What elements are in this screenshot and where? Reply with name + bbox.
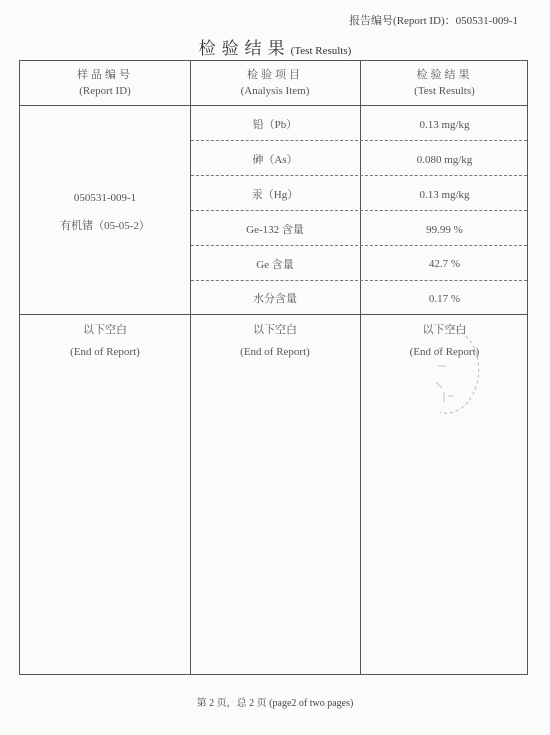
row-separator — [191, 280, 527, 281]
sample-id: 050531-009-1 — [73, 192, 137, 204]
analysis-item: 砷（As） — [252, 154, 298, 166]
seal-stamp-icon — [420, 322, 490, 422]
end-marker-en: (End of Report) — [70, 346, 140, 358]
header-zh: 检验项目 — [247, 69, 303, 81]
test-result: 42.7 % — [428, 258, 461, 270]
end-of-report-marker — [20, 319, 190, 363]
test-result: 99.99 % — [426, 224, 463, 236]
end-of-report-marker — [190, 319, 360, 363]
title-zh: 检验结果 — [198, 39, 291, 58]
test-result: 0.17 % — [428, 293, 461, 305]
end-marker-zh: 以下空白 — [83, 324, 127, 336]
header-divider — [20, 105, 527, 106]
analysis-item: 汞（Hg） — [251, 189, 299, 201]
header-zh: 检验结果 — [416, 69, 473, 81]
header-zh: 样品编号 — [77, 69, 133, 81]
analysis-item: Ge 含量 — [256, 259, 294, 271]
page-title — [0, 34, 550, 59]
header-sample-id — [20, 61, 190, 105]
analysis-item: 水分含量 — [253, 293, 297, 305]
page-footer: 第 2 页，总 2 页 (page2 of two pages) — [196, 698, 354, 709]
test-result: 0.13 mg/kg — [419, 189, 470, 201]
header-en: (Report ID) — [79, 85, 131, 97]
test-result: 0.13 mg/kg — [419, 119, 470, 131]
end-marker-zh: 以下空白 — [253, 324, 297, 336]
test-result: 0.080 mg/kg — [416, 154, 473, 166]
end-marker-en: (End of Report) — [409, 346, 480, 358]
header-en: (Analysis Item) — [240, 85, 310, 97]
analysis-item: 铅（Pb） — [252, 119, 298, 131]
report-id: 报告编号(Report ID)：050531-009-1 — [349, 15, 518, 27]
column-divider — [360, 61, 361, 674]
header-en: (Test Results) — [414, 85, 475, 97]
header-test-results — [360, 61, 529, 105]
row-separator — [191, 245, 527, 246]
analysis-item: Ge-132 含量 — [246, 224, 304, 236]
header-analysis-item — [190, 61, 360, 105]
sample-name: 有机锗（05-05-2） — [60, 220, 150, 232]
row-separator — [191, 140, 527, 141]
title-en: (Test Results) — [290, 45, 352, 57]
end-marker-en: (End of Report) — [240, 346, 310, 358]
row-separator — [191, 175, 527, 176]
end-marker-zh: 以下空白 — [422, 324, 467, 336]
row-separator — [191, 210, 527, 211]
data-end-divider — [20, 314, 527, 315]
